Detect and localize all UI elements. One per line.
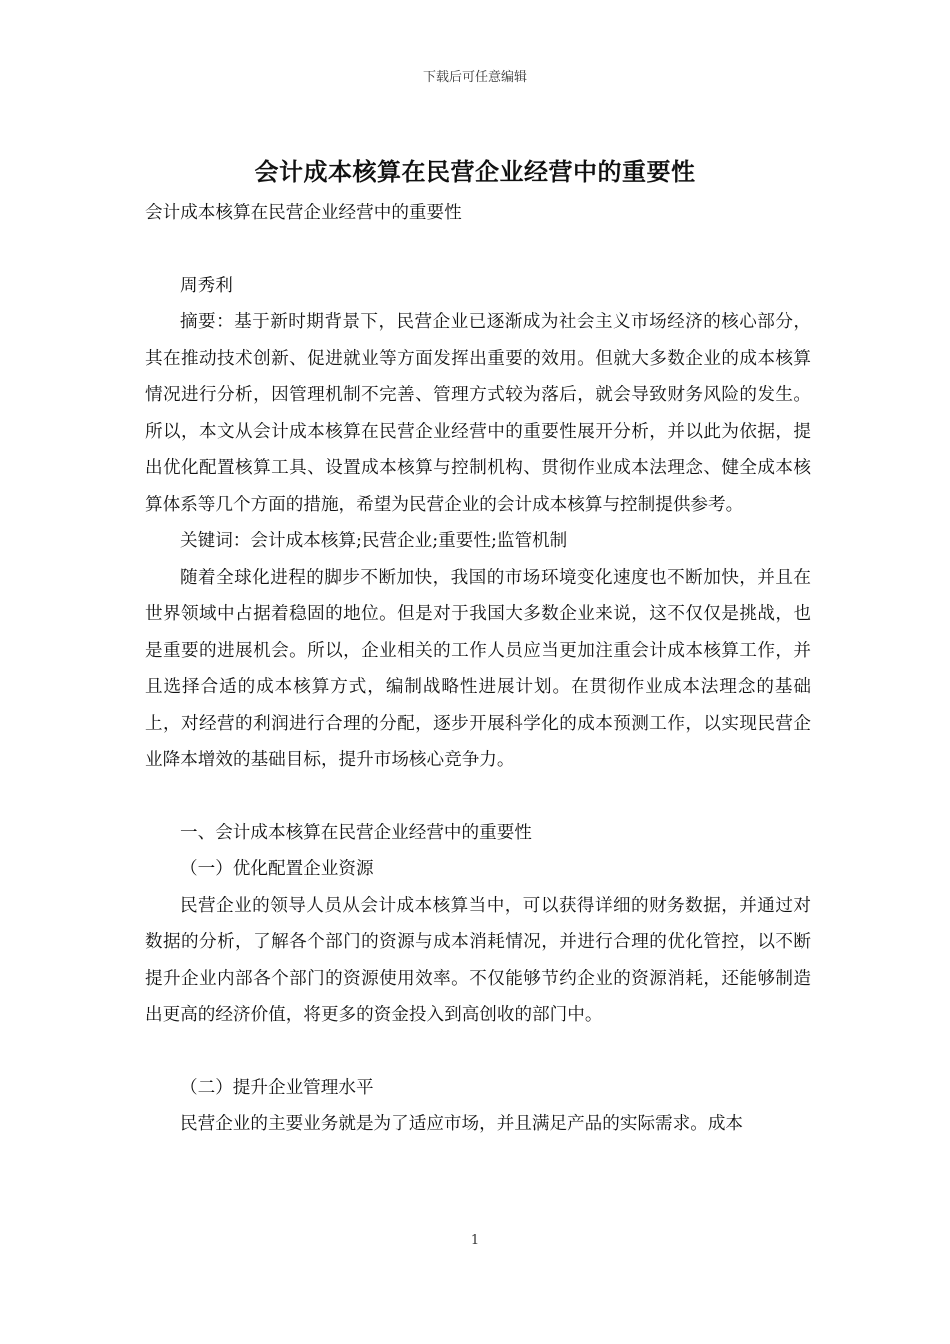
blank-line [145, 779, 811, 815]
page-number: 1 [470, 1233, 480, 1248]
blank-line [145, 232, 811, 268]
keywords: 关键词：会计成本核算;民营企业;重要性;监管机制 [180, 531, 568, 551]
document-body [145, 195, 811, 1143]
body-paragraph: 民营企业的主要业务就是为了适应市场，并且满足产品的实际需求。成本 [180, 1114, 744, 1134]
subsection-heading: （一）优化配置企业资源 [180, 859, 374, 879]
section-heading: 一、会计成本核算在民营企业经营中的重要性 [180, 822, 532, 843]
author: 周秀利 [180, 275, 233, 296]
subsection-heading: （二）提升企业管理水平 [180, 1077, 374, 1098]
document-title: 会计成本核算在民营企业经营中的重要性 [254, 157, 696, 186]
abstract-paragraph: 摘要：基于新时期背景下，民营企业已逐渐成为社会主义市场经济的核心部分，其在推动技术创新、促进就业等方面发挥出重要的效用。但就大多数企业的成本核算情况进行分析，因管理机制不完善、管理方式较为落后，就会导致财务风险的发生。所以，本文从会计成本核算在民营企业经营中的重要性展开分析，并以此为依据，提出优化配置核算工具、设置成本核算与控制机构、贯彻作业成本法理念、健全成本核算体系等几个方面的措施，希望为民营企业的会计成本核算与控制提供参考。 [145, 312, 811, 515]
body-paragraph: 民营企业的领导人员从会计成本核算当中，可以获得详细的财务数据，并通过对数据的分析，了解各个部门的资源与成本消耗情况，并进行合理的优化管控，以不断提升企业内部各个部门的资源使用效率。不仅能够节约企业的资源消耗，还能够制造出更高的经济价值，将更多的资金投入到高创收的部门中。 [145, 895, 811, 1025]
page-header: 下载后可任意编辑 [422, 70, 527, 85]
blank-line [145, 1034, 811, 1070]
subtitle: 会计成本核算在民营企业经营中的重要性 [145, 203, 462, 223]
intro-paragraph: 随着全球化进程的脚步不断加快，我国的市场环境变化速度也不断加快，并且在世界领域中占据着稳固的地位。但是对于我国大多数企业来说，这不仅仅是挑战，也是重要的进展机会。所以，企业相关的工作人员应当更加注重会计成本核算工作，并且选择合适的成本核算方式，编制战略性进展计划。在贯彻作业成本法理念的基础上，对经营的利润进行合理的分配，逐步开展科学化的成本预测工作，以实现民营企业降本增效的基础目标，提升市场核心竞争力。 [145, 567, 811, 770]
